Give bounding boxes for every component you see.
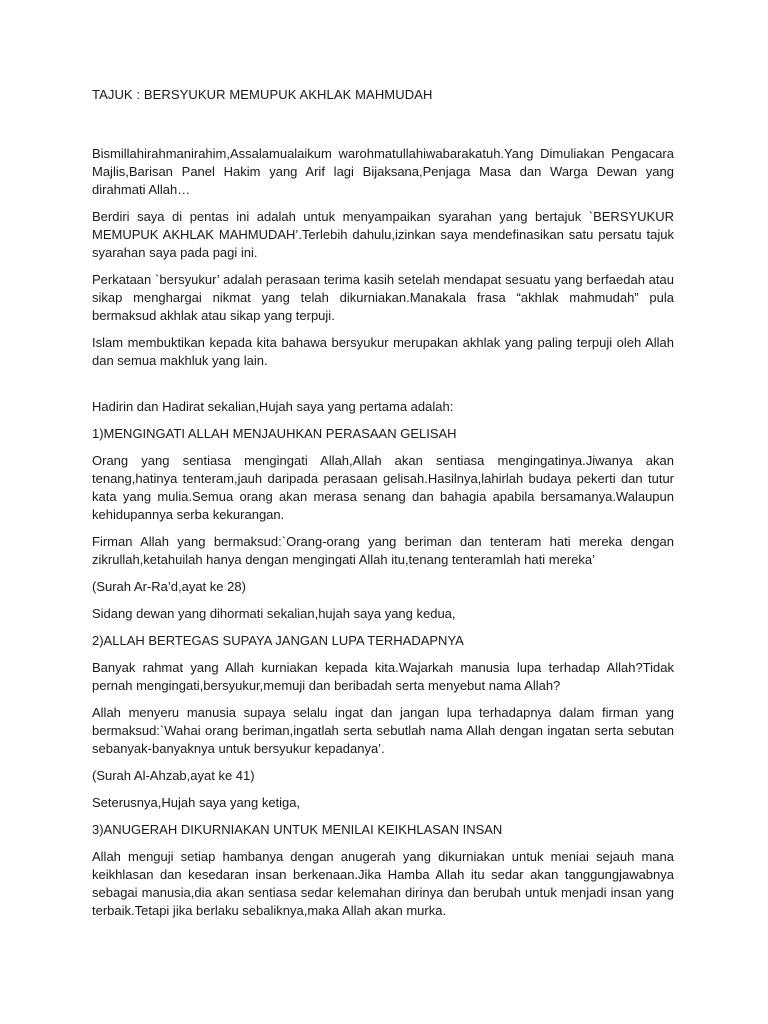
heading-point-3: 3)ANUGERAH DIKURNIAKAN UNTUK MENILAI KEIKHLASAN INSAN — [92, 822, 503, 837]
paragraph-third-argument-intro: Seterusnya,Hujah saya yang ketiga, — [92, 795, 301, 810]
paragraph-point-2-body: Banyak rahmat yang Allah kurniakan kepada kita.Wajarkah manusia lupa terhadap Allah?Tidak pernah mengingati,bersyukur,memuji dan beribadah serta menyebut nama Allah? — [92, 660, 674, 693]
paragraph-first-argument-intro: Hadirin dan Hadirat sekalian,Hujah saya yang pertama adalah: — [92, 399, 454, 414]
heading-point-1: 1)MENGINGATI ALLAH MENJAUHKAN PERASAAN GELISAH — [92, 426, 457, 441]
paragraph-introduction: Berdiri saya di pentas ini adalah untuk menyampaikan syarahan yang bertajuk `BERSYUKUR MEMUPUK AKHLAK MAHMUDAH’.Terlebih dahulu,izinkan saya mendefinasikan satu persatu tajuk syarahan saya pada pagi ini. — [92, 209, 674, 260]
paragraph-second-argument-intro: Sidang dewan yang dihormati sekalian,hujah saya yang kedua, — [92, 606, 456, 621]
document-body — [92, 86, 674, 929]
heading-point-2: 2)ALLAH BERTEGAS SUPAYA JANGAN LUPA TERHADAPNYA — [92, 633, 464, 648]
paragraph-point-3-body: Allah menguji setiap hambanya dengan anugerah yang dikurniakan untuk meniai sejauh mana keikhlasan dan kesedaran insan berkenaan.Jika Hamba Allah itu sedar akan tanggungjawabnya sebagai manusia,dia akan sentiasa sedar kelemahan dirinya dan berubah untuk menjadi insan yang terbaik.Tetapi jika berlaku sebaliknya,maka Allah akan murka. — [92, 849, 674, 918]
paragraph-greeting: Bismillahirahmanirahim,Assalamualaikum warohmatullahiwabarakatuh.Yang Dimuliakan Pengacara Majlis,Barisan Panel Hakim yang Arif lagi Bijaksana,Penjaga Masa dan Warga Dewan yang dirahmati Allah… — [92, 146, 674, 197]
paragraph-point-1-quote: Firman Allah yang bermaksud:`Orang-orang yang beriman dan tenteram hati mereka dengan zikrullah,ketahuilah hanya dengan mengingati Allah itu,tenang tenteramlah hati mereka’ — [92, 534, 674, 567]
paragraph-definition: Perkataan `bersyukur’ adalah perasaan terima kasih setelah mendapat sesuatu yang berfaedah atau sikap menghargai nikmat yang telah dikurniakan.Manakala frasa “akhlak mahmudah” pula bermaksud akhlak atau sikap yang terpuji. — [92, 272, 674, 323]
reference-surah-ar-rad: (Surah Ar-Ra’d,ayat ke 28) — [92, 579, 246, 594]
document-title: TAJUK : BERSYUKUR MEMUPUK AKHLAK MAHMUDAH — [92, 87, 433, 102]
paragraph-point-2-quote: Allah menyeru manusia supaya selalu ingat dan jangan lupa terhadapnya dalam firman yang bermaksud:`Wahai orang beriman,ingatlah serta sebutlah nama Allah dengan ingatan serta sebutan sebanyak-banyaknya untuk bersyukur kepadanya’. — [92, 705, 674, 756]
paragraph-point-1-body: Orang yang sentiasa mengingati Allah,Allah akan sentiasa mengingatinya.Jiwanya akan tenang,hatinya tenteram,jauh daripada perasaan gelisah.Hasilnya,lahirlah budaya pekerti dan tutur kata yang mulia.Semua orang akan merasa senang dan bahagia apabila bersamanya.Walaupun kehidupannya serba kekurangan. — [92, 453, 674, 522]
paragraph-islam-statement: Islam membuktikan kepada kita bahawa bersyukur merupakan akhlak yang paling terpuji oleh Allah dan semua makhluk yang lain. — [92, 335, 674, 368]
reference-surah-al-ahzab: (Surah Al-Ahzab,ayat ke 41) — [92, 768, 255, 783]
